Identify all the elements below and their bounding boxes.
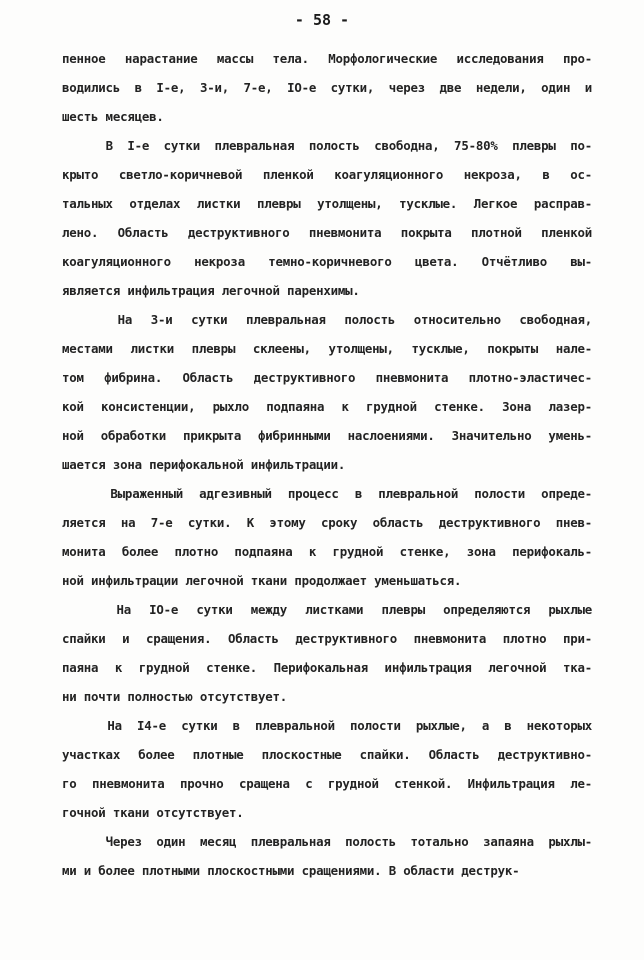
- text-line: является инфильтрация легочной паренхимы.: [62, 283, 360, 298]
- text-line: го пневмонита прочно сращена с грудной стенкой. Инфильтрация ле-: [62, 776, 592, 791]
- paragraph: [62, 131, 592, 305]
- text-line: шается зона перифокальной инфильтрации.: [62, 457, 346, 472]
- text-line: ни почти полностью отсутствует.: [62, 689, 288, 704]
- text-line: тальных отделах листки плевры утолщены, тусклые. Легкое расправ-: [62, 196, 592, 211]
- text-line: Через один месяц плевральная полость тотально запаяна рыхлы-: [62, 834, 592, 849]
- paragraph: [62, 827, 592, 885]
- text-line: местами листки плевры склеены, утолщены, тусклые, покрыты нале-: [62, 341, 592, 356]
- text-line: ной обработки прикрыта фибринными наслоениями. Значительно умень-: [62, 428, 592, 443]
- text-line: том фибрина. Область деструктивного пневмонита плотно-эластичес-: [62, 370, 592, 385]
- text-line: На IO-е сутки между листками плевры определяются рыхлые: [62, 602, 592, 617]
- text-line: На 3-и сутки плевральная полость относительно свободная,: [62, 312, 592, 327]
- text-line: лено. Область деструктивного пневмонита покрыта плотной пленкой: [62, 225, 592, 240]
- text-line: кой консистенции, рыхло подпаяна к грудной стенке. Зона лазер-: [62, 399, 592, 414]
- text-line: ляется на 7-е сутки. К этому сроку область деструктивного пнев-: [62, 515, 592, 530]
- text-line: гочной ткани отсутствует.: [62, 805, 244, 820]
- text-line: Выраженный адгезивный процесс в плевральной полости опреде-: [62, 486, 592, 501]
- page-number: - 58 -: [294, 11, 350, 29]
- text-line: крыто светло-коричневой пленкой коагуляционного некроза, в ос-: [62, 167, 592, 182]
- paragraph: [62, 305, 592, 479]
- text-line: шесть месяцев.: [62, 109, 164, 124]
- paragraph: [62, 711, 592, 827]
- paragraph: [62, 595, 592, 711]
- text-line: спайки и сращения. Область деструктивного пневмонита плотно при-: [62, 631, 592, 646]
- text-line: водились в I-е, 3-и, 7-е, IO-е сутки, через две недели, один и: [62, 80, 592, 95]
- text-line: В I-е сутки плевральная полость свободна, 75-80% плевры по-: [62, 138, 592, 153]
- paragraph: [62, 479, 592, 595]
- text-line: На I4-е сутки в плевральной полости рыхлые, а в некоторых: [62, 718, 592, 733]
- text-line: паяна к грудной стенке. Перифокальная инфильтрация легочной тка-: [62, 660, 592, 675]
- text-line: пенное нарастание массы тела. Морфологические исследования про-: [62, 51, 592, 66]
- text-line: коагуляционного некроза темно-коричневого цвета. Отчётливо вы-: [62, 254, 592, 269]
- text-line: ной инфильтрации легочной ткани продолжает уменьшаться.: [62, 573, 462, 588]
- body-text: [62, 44, 592, 885]
- text-line: ми и более плотными плоскостными сращениями. В области деструк-: [62, 863, 520, 878]
- text-line: монита более плотно подпаяна к грудной стенке, зона перифокаль-: [62, 544, 592, 559]
- text-line: участках более плотные плоскостные спайки. Область деструктивно-: [62, 747, 592, 762]
- paragraph: [62, 44, 592, 131]
